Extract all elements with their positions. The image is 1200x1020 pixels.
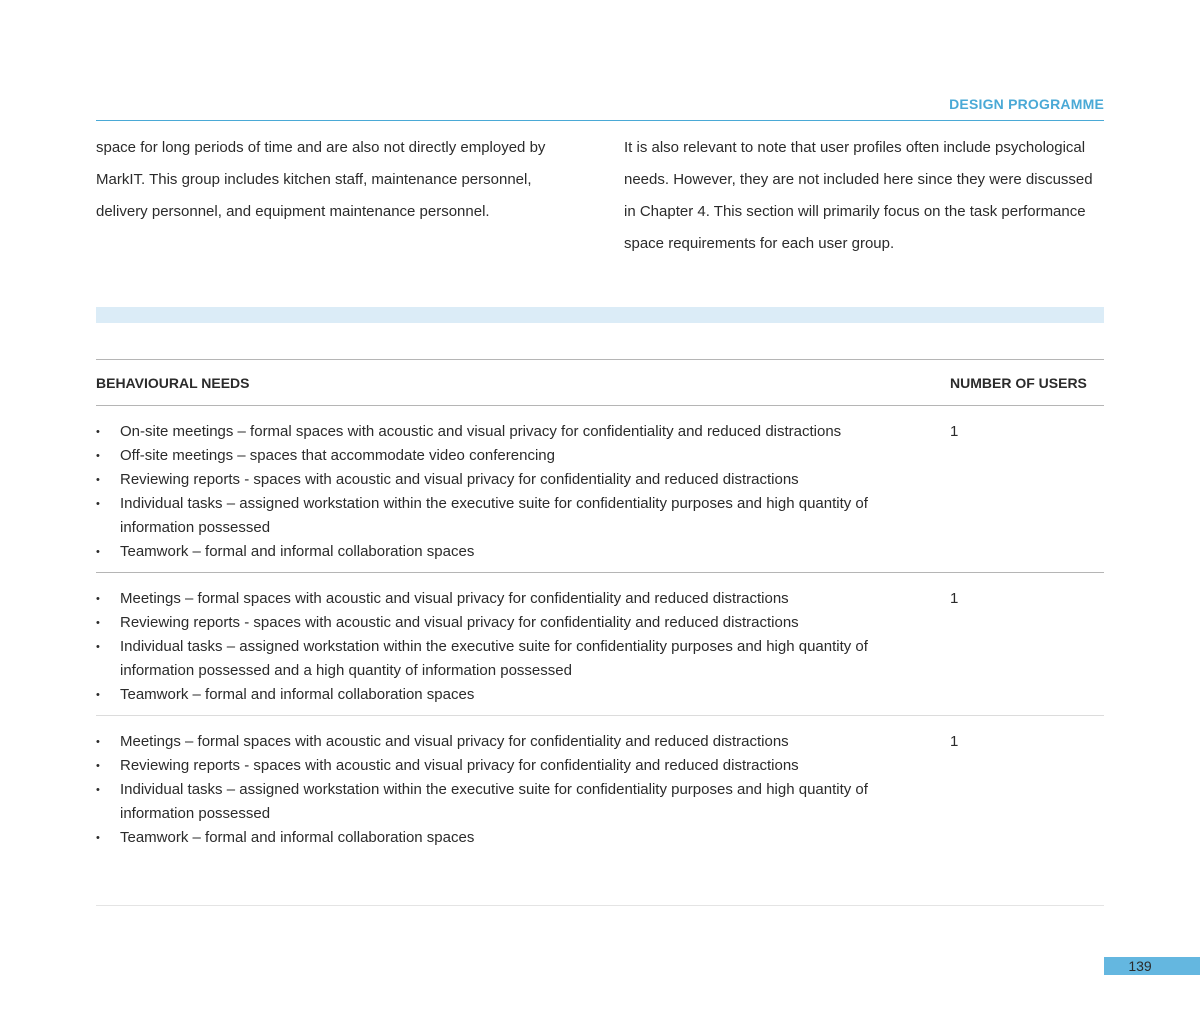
needs-list (96, 587, 950, 707)
list-item: • Reviewing reports - spaces with acoustic and visual privacy for confidentiality and reduced distractions (96, 754, 950, 778)
list-item: • Individual tasks – assigned workstation within the executive suite for confidentiality purposes and high quantity of information possessed (96, 492, 950, 540)
table-header-band (96, 307, 1104, 323)
number-of-users: 1 (950, 733, 959, 750)
list-item: • Teamwork – formal and informal collaboration spaces (96, 683, 950, 707)
table-row (96, 716, 1104, 906)
intro-right-paragraph: It is also relevant to note that user profiles often include psychological needs. However, they are not included here since they were discussed in Chapter 4. This section will primarily focus on the task performance space requirements for each user group. (624, 139, 1093, 252)
page-number: 139 (1128, 958, 1152, 974)
list-item: • Individual tasks – assigned workstation within the executive suite for confidentiality purposes and high quantity of information possessed and a high quantity of information possessed (96, 635, 950, 683)
list-item: • Off-site meetings – spaces that accommodate video conferencing (96, 444, 950, 468)
behavioural-needs-table (96, 359, 1104, 906)
column-header-users: NUMBER OF USERS (950, 374, 1087, 391)
column-header-needs: BEHAVIOURAL NEEDS (96, 374, 250, 391)
list-item: • Reviewing reports - spaces with acoustic and visual privacy for confidentiality and reduced distractions (96, 611, 950, 635)
list-item: • Reviewing reports - spaces with acoustic and visual privacy for confidentiality and reduced distractions (96, 468, 950, 492)
list-item: • Meetings – formal spaces with acoustic and visual privacy for confidentiality and reduced distractions (96, 730, 950, 754)
number-of-users: 1 (950, 590, 959, 607)
section-title: DESIGN PROGRAMME (949, 96, 1104, 112)
list-item: • Meetings – formal spaces with acoustic and visual privacy for confidentiality and reduced distractions (96, 587, 950, 611)
table-row (96, 406, 1104, 573)
needs-list (96, 730, 950, 850)
list-item: • On-site meetings – formal spaces with acoustic and visual privacy for confidentiality and reduced distractions (96, 420, 950, 444)
header-divider (96, 120, 1104, 121)
table-row (96, 573, 1104, 716)
list-item: • Teamwork – formal and informal collaboration spaces (96, 540, 950, 564)
table-header-row (96, 360, 1104, 406)
number-of-users: 1 (950, 423, 959, 440)
needs-list (96, 420, 950, 564)
list-item: • Teamwork – formal and informal collaboration spaces (96, 826, 950, 850)
intro-left-paragraph: space for long periods of time and are also not directly employed by MarkIT. This group includes kitchen staff, maintenance personnel, delivery personnel, and equipment maintenance personnel. (96, 139, 546, 220)
list-item: • Individual tasks – assigned workstation within the executive suite for confidentiality purposes and high quantity of information possessed (96, 778, 950, 826)
page-number-tab (1104, 957, 1200, 975)
